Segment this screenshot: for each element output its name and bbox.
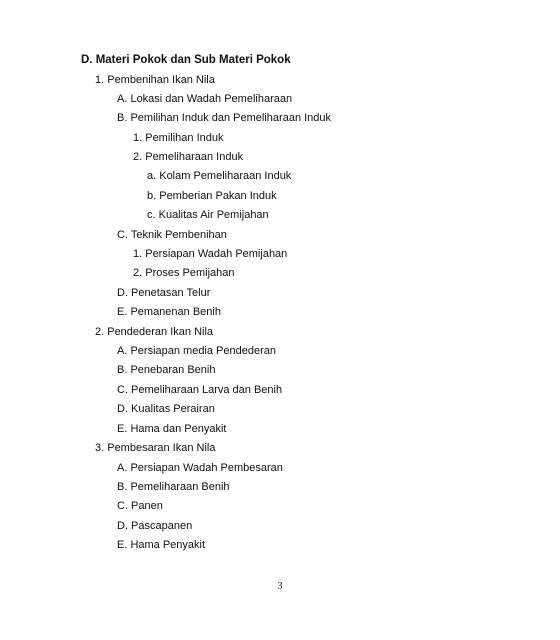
list-item-level1: 3. Pembesaran Ikan Nila [95,442,216,454]
list-item-level2: A. Lokasi dan Wadah Pemeliharaan [117,93,293,105]
list-item-level2: E. Pemanenan Benih [117,306,221,318]
list-item-level2: E. Hama dan Penyakit [117,423,227,435]
list-item-level2: D. Penetasan Telur [117,287,211,299]
list-item-level2: B. Pemeliharaan Benih [117,481,230,493]
list-item-level2: A. Persiapan media Pendederan [117,345,276,357]
list-item-level3: 2. Proses Pemijahan [133,267,235,279]
list-item-level3: 1. Pemilihan Induk [133,132,224,144]
list-item-level2: C. Pemeliharaan Larva dan Benih [117,384,283,396]
list-item-level2: D. Kualitas Perairan [117,403,215,415]
list-item-level2: C. Panen [117,500,163,512]
list-item-level4: a. Kolam Pemeliharaan Induk [147,170,292,182]
list-item-level4: c. Kualitas Air Pemijahan [147,209,269,221]
list-item-level3: 1. Persiapan Wadah Pemijahan [133,248,288,260]
list-item-level2: E. Hama Penyakit [117,539,206,551]
list-item-level2: A. Persiapan Wadah Pembesaran [117,462,283,474]
list-item-level2: B. Pemilihan Induk dan Pemeliharaan Induk [117,112,332,124]
list-item-level2: D. Pascapanen [117,520,193,532]
list-item-level1: 2. Pendederan Ikan Nila [95,326,214,338]
page-number: 3 [277,581,283,592]
list-item-level1: 1. Pembenihan Ikan Nila [95,74,215,86]
list-item-level4: b. Pemberian Pakan Induk [147,190,277,202]
section-heading: D. Materi Pokok dan Sub Materi Pokok [81,54,291,66]
list-item-level2: C. Teknik Pembenihan [117,229,227,241]
list-item-level2: B. Penebaran Benih [117,364,216,376]
list-item-level3: 2. Pemeliharaan Induk [133,151,244,163]
